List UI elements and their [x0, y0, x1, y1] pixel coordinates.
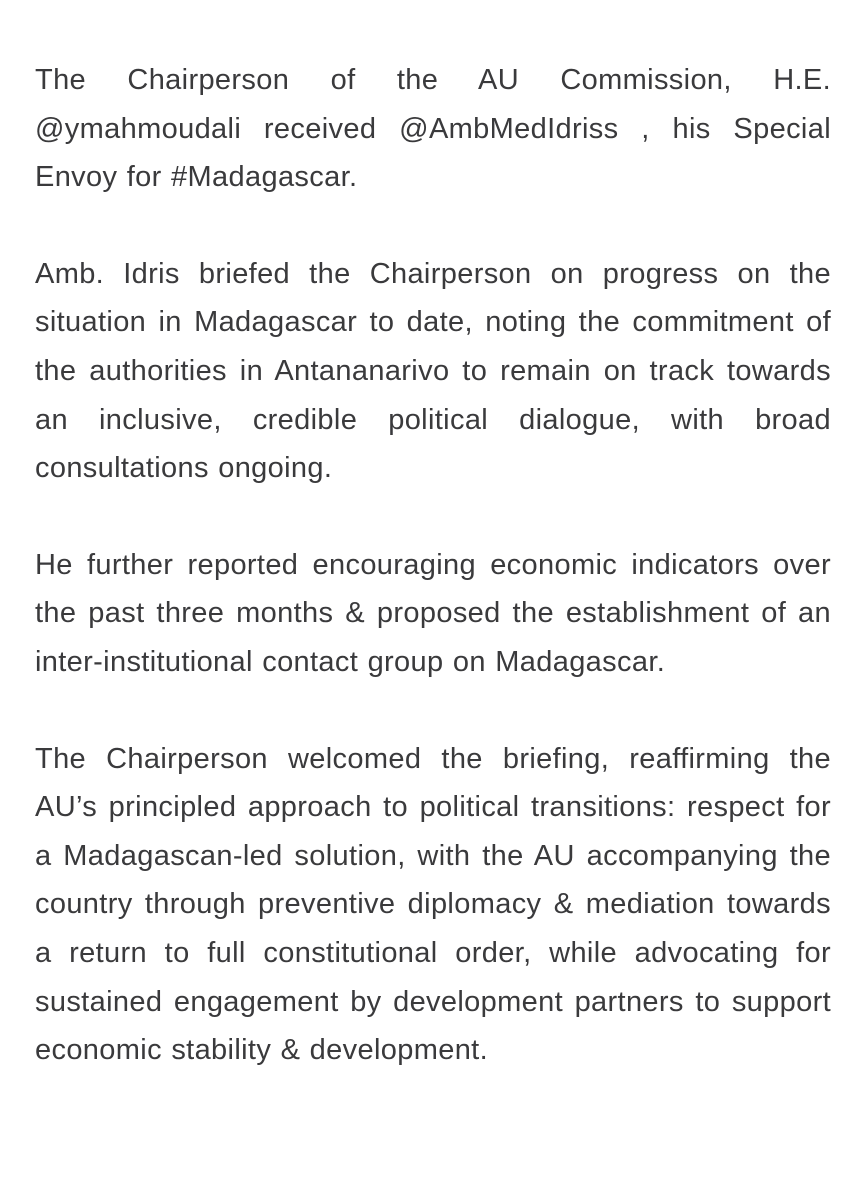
paragraph-economic-report: He further reported encouraging economic indicators over the past three months & proposed the establishment of an inter-institutional contact group on Madagascar.: [35, 548, 831, 678]
document-body: [35, 56, 831, 1075]
paragraph-chairperson-response: The Chairperson welcomed the briefing, reaffirming the AU’s principled approach to political transitions: respect for a Madagascan-led solution, with the AU accompanying the country through preventive diplomacy & mediation towards a return to full constitutional order, while advocating for sustained engagement by development partners to support economic stability & development.: [35, 742, 831, 1067]
paragraph-envoy-meeting: The Chairperson of the AU Commission, H.E. @ymahmoudali received @AmbMedIdriss , his Special Envoy for #Madagascar.: [35, 64, 831, 194]
paragraph-briefing: Amb. Idris briefed the Chairperson on progress on the situation in Madagascar to date, noting the commitment of the authorities in Antananarivo to remain on track towards an inclusive, credible political dialogue, with broad consultations ongoing.: [35, 257, 831, 485]
